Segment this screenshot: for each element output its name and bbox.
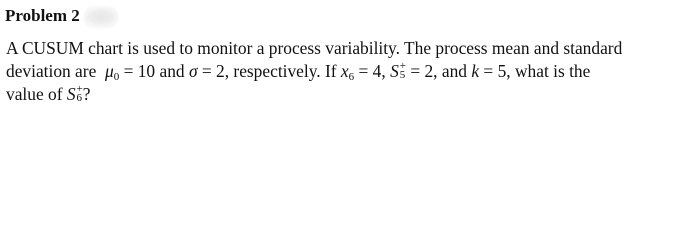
text-segment: ?	[82, 84, 91, 104]
text-segment: = 10 and	[119, 61, 189, 81]
s-superscript: +	[76, 83, 83, 95]
mu-subscript: 0	[113, 71, 120, 83]
statement-line-1: A CUSUM chart is used to monitor a process variability. The process mean and standard	[6, 38, 623, 58]
text-segment: = 5, what is the	[479, 61, 591, 81]
problem-statement	[6, 37, 686, 106]
s-subscript: 5	[399, 69, 406, 81]
text-segment: value of	[6, 84, 67, 104]
sigma-symbol: σ	[188, 61, 198, 81]
text-segment: = 2, and	[405, 61, 472, 81]
problem-header	[5, 5, 116, 27]
mu-symbol: μ	[105, 61, 114, 81]
k-symbol: k	[471, 61, 480, 81]
text-segment: = 2, respectively. If	[197, 61, 341, 81]
s-supsub	[77, 85, 83, 103]
s-symbol: S	[66, 84, 76, 104]
s-symbol: S	[390, 61, 399, 81]
problem-title: Problem 2	[5, 6, 80, 25]
s-superscript: +	[399, 60, 406, 72]
x-symbol: x	[340, 61, 349, 81]
problem-page	[0, 0, 688, 118]
x-subscript: 6	[348, 71, 355, 83]
statement-line-2	[6, 60, 686, 83]
s-supsub	[400, 62, 406, 80]
statement-line-3	[6, 83, 686, 106]
text-segment: deviation are	[6, 61, 97, 81]
blurred-mark-icon	[86, 9, 116, 25]
s-subscript: 6	[76, 92, 83, 104]
text-segment: = 4,	[354, 61, 391, 81]
